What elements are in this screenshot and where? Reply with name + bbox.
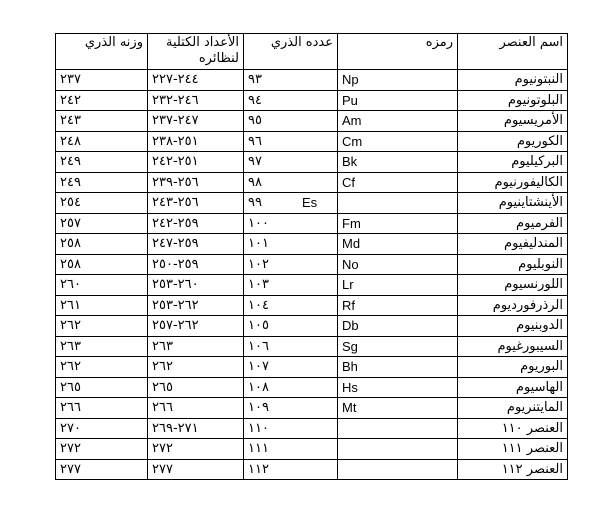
isotope-range: ٢٤٦-٢٣٢ — [148, 90, 244, 111]
element-symbol: Np — [338, 70, 458, 91]
atomic-number: ٩٨ — [244, 172, 338, 193]
element-symbol: Pu — [338, 90, 458, 111]
atomic-weight: ٢٥٧ — [56, 213, 148, 234]
atomic-number: ١٠٣ — [244, 275, 338, 296]
element-name: الأينشتاينيوم — [458, 193, 568, 214]
atomic-weight: ٢٥٨ — [56, 254, 148, 275]
isotope-range: ٢٦٢-٢٥٧ — [148, 316, 244, 337]
element-symbol: No — [338, 254, 458, 275]
atomic-number: ١٠٤ — [244, 295, 338, 316]
header-isotope-range: الأعداد الكتلية لنظائره — [148, 34, 244, 70]
atomic-number: ١٠٥ — [244, 316, 338, 337]
atomic-weight: ٢٦٥ — [56, 377, 148, 398]
isotope-range: ٢٦٢ — [148, 357, 244, 378]
atomic-number: ١١١ — [244, 439, 338, 460]
isotope-range: ٢٧٢ — [148, 439, 244, 460]
table-row — [56, 234, 568, 255]
table-row — [56, 316, 568, 337]
element-name: الرذرفورديوم — [458, 295, 568, 316]
element-symbol-cell — [302, 193, 458, 214]
atomic-number: ١٠٠ — [244, 213, 338, 234]
isotope-range: ٢٤٧-٢٣٧ — [148, 111, 244, 132]
isotope-range: ٢٥١-٢٣٨ — [148, 131, 244, 152]
table-row — [56, 275, 568, 296]
elements-table — [55, 33, 568, 480]
element-name: المايتنريوم — [458, 398, 568, 419]
element-name: الكوريوم — [458, 131, 568, 152]
element-name: البوريوم — [458, 357, 568, 378]
element-name: النوبليوم — [458, 254, 568, 275]
atomic-number: ٩٩ — [244, 193, 338, 214]
atomic-number: ١٠٧ — [244, 357, 338, 378]
table-row — [56, 295, 568, 316]
element-symbol: Cf — [338, 172, 458, 193]
element-name: الهاسيوم — [458, 377, 568, 398]
header-name: اسم العنصر — [458, 34, 568, 70]
atomic-number: ١٠٦ — [244, 336, 338, 357]
table-row — [56, 152, 568, 173]
element-name: اللورنسيوم — [458, 275, 568, 296]
element-symbol: Db — [338, 316, 458, 337]
element-symbol: Am — [338, 111, 458, 132]
table-row — [56, 172, 568, 193]
element-symbol: Md — [338, 234, 458, 255]
isotope-range: ٢٥٦-٢٣٩ — [148, 172, 244, 193]
header-atomic-weight: وزنه الذري — [56, 34, 148, 70]
element-name: العنصر ١١٢ — [458, 459, 568, 480]
atomic-weight: ٢٤٨ — [56, 131, 148, 152]
element-symbol: Es — [302, 195, 318, 211]
table-row — [56, 193, 568, 214]
header-symbol: رمزه — [338, 34, 458, 70]
element-name: النبتونيوم — [458, 70, 568, 91]
element-name: العنصر ١١١ — [458, 439, 568, 460]
atomic-weight: ٢٣٧ — [56, 70, 148, 91]
atomic-number: ٩٥ — [244, 111, 338, 132]
atomic-weight: ٢٥٤ — [56, 193, 148, 214]
isotope-range: ٢٥٩-٢٤٢ — [148, 213, 244, 234]
header-atomic-number: عدده الذري — [244, 34, 338, 70]
table-row — [56, 213, 568, 234]
element-name: البركيليوم — [458, 152, 568, 173]
atomic-weight: ٢٧٠ — [56, 418, 148, 439]
isotope-range: ٢٧٧ — [148, 459, 244, 480]
table-row — [56, 131, 568, 152]
atomic-number: ١٠٢ — [244, 254, 338, 275]
atomic-number: ٩٤ — [244, 90, 338, 111]
atomic-weight: ٢٧٧ — [56, 459, 148, 480]
atomic-weight: ٢٦٢ — [56, 357, 148, 378]
element-symbol — [338, 439, 458, 460]
isotope-range: ٢٦٢-٢٥٣ — [148, 295, 244, 316]
isotope-range: ٢٦٠-٢٥٣ — [148, 275, 244, 296]
atomic-weight: ٢٤٢ — [56, 90, 148, 111]
atomic-weight: ٢٦٦ — [56, 398, 148, 419]
atomic-weight: ٢٧٢ — [56, 439, 148, 460]
element-symbol: Cm — [338, 131, 458, 152]
element-symbol: Mt — [338, 398, 458, 419]
table-row — [56, 439, 568, 460]
element-symbol: Sg — [338, 336, 458, 357]
atomic-weight: ٢٦٠ — [56, 275, 148, 296]
table-row — [56, 111, 568, 132]
atomic-number: ١٠٨ — [244, 377, 338, 398]
table-row — [56, 336, 568, 357]
atomic-weight: ٢٦٣ — [56, 336, 148, 357]
isotope-range: ٢٥٩-٢٤٧ — [148, 234, 244, 255]
element-symbol: Fm — [338, 213, 458, 234]
element-name: الكاليفورنيوم — [458, 172, 568, 193]
element-symbol: Lr — [338, 275, 458, 296]
element-symbol: Bk — [338, 152, 458, 173]
atomic-weight: ٢٦١ — [56, 295, 148, 316]
isotope-range: ٢٦٦ — [148, 398, 244, 419]
header-row — [56, 34, 568, 70]
isotope-range: ٢٦٥ — [148, 377, 244, 398]
atomic-number: ٩٦ — [244, 131, 338, 152]
table-row — [56, 398, 568, 419]
atomic-number: ١١٠ — [244, 418, 338, 439]
element-name: الأمريسيوم — [458, 111, 568, 132]
element-name: المندليفيوم — [458, 234, 568, 255]
isotope-range: ٢٤٤-٢٢٧ — [148, 70, 244, 91]
table-row — [56, 357, 568, 378]
atomic-weight: ٢٦٢ — [56, 316, 148, 337]
element-name: السيبورغيوم — [458, 336, 568, 357]
element-name: البلوتونيوم — [458, 90, 568, 111]
element-name: الدوبنيوم — [458, 316, 568, 337]
table-row — [56, 70, 568, 91]
element-symbol: Hs — [338, 377, 458, 398]
table-row — [56, 254, 568, 275]
atomic-weight: ٢٤٩ — [56, 152, 148, 173]
element-symbol: Rf — [338, 295, 458, 316]
atomic-number: ١٠٩ — [244, 398, 338, 419]
element-symbol: Bh — [338, 357, 458, 378]
isotope-range: ٢٧١-٢٦٩ — [148, 418, 244, 439]
isotope-range: ٢٦٣ — [148, 336, 244, 357]
element-name: العنصر ١١٠ — [458, 418, 568, 439]
atomic-number: ٩٧ — [244, 152, 338, 173]
atomic-weight: ٢٤٣ — [56, 111, 148, 132]
atomic-weight: ٢٥٨ — [56, 234, 148, 255]
table-row — [56, 418, 568, 439]
isotope-range: ٢٥١-٢٤٢ — [148, 152, 244, 173]
atomic-number: ١٠١ — [244, 234, 338, 255]
atomic-weight: ٢٤٩ — [56, 172, 148, 193]
table-row — [56, 90, 568, 111]
element-symbol — [338, 459, 458, 480]
table-row — [56, 377, 568, 398]
atomic-number: ٩٣ — [244, 70, 338, 91]
atomic-number: ١١٢ — [244, 459, 338, 480]
isotope-range: ٢٥٩-٢٥٠ — [148, 254, 244, 275]
element-name: الفرميوم — [458, 213, 568, 234]
isotope-range: ٢٥٦-٢٤٣ — [148, 193, 244, 214]
table-row — [56, 459, 568, 480]
element-symbol — [338, 418, 458, 439]
